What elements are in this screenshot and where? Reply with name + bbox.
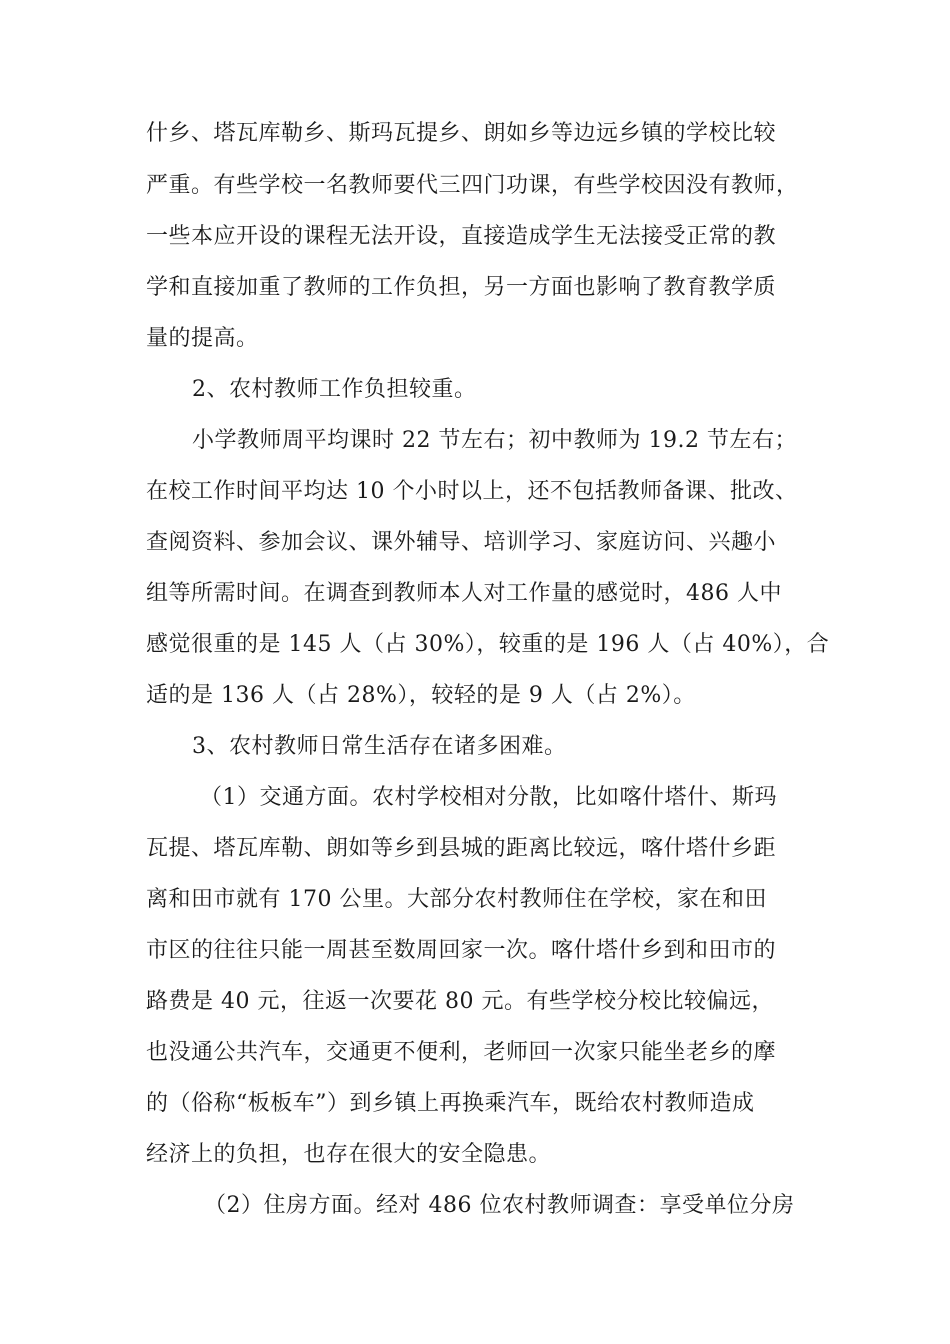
text-line: 路费是 40 元，往返一次要花 80 元。有些学校分校比较偏远， — [146, 989, 774, 1014]
text-line: 适的是 136 人（占 28%），较轻的是 9 人（占 2%）。 — [146, 683, 696, 708]
text-line: 感觉很重的是 145 人（占 30%），较重的是 196 人（占 40%），合 — [146, 632, 830, 657]
text-line: 严重。有些学校一名教师要代三四门功课，有些学校因没有教师， — [146, 173, 799, 198]
text-line: 小学教师周平均课时 22 节左右；初中教师为 19.2 节左右； — [192, 428, 797, 453]
text-line: 量的提高。 — [146, 326, 259, 351]
text-line: 瓦提、塔瓦库勒、朗如等乡到县城的距离比较远，喀什塔什乡距 — [146, 836, 777, 861]
section-heading: 2、农村教师工作负担较重。 — [192, 377, 477, 402]
text-line: 也没通公共汽车，交通更不便利，老师回一次家只能坐老乡的摩 — [146, 1040, 777, 1065]
text-line: 的（俗称“板板车”）到乡镇上再换乘汽车，既给农村教师造成 — [146, 1091, 755, 1116]
text-line: （1）交通方面。农村学校相对分散，比如喀什塔什、斯玛 — [200, 785, 777, 810]
text-line: 一些本应开设的课程无法开设，直接造成学生无法接受正常的教 — [146, 224, 777, 249]
text-line: 在校工作时间平均达 10 个小时以上，还不包括教师备课、批改、 — [146, 479, 798, 504]
text-line: 经济上的负担，也存在很大的安全隐患。 — [146, 1142, 552, 1167]
text-line: 学和直接加重了教师的工作负担，另一方面也影响了教育教学质 — [146, 275, 777, 300]
text-line: 查阅资料、参加会议、课外辅导、培训学习、家庭访问、兴趣小 — [146, 530, 777, 555]
text-line: （2）住房方面。经对 486 位农村教师调查：享受单位分房 — [204, 1193, 795, 1218]
text-line: 什乡、塔瓦库勒乡、斯玛瓦提乡、朗如乡等边远乡镇的学校比较 — [146, 121, 777, 146]
text-line: 离和田市就有 170 公里。大部分农村教师住在学校，家在和田 — [146, 887, 767, 912]
text-line: 组等所需时间。在调查到教师本人对工作量的感觉时，486 人中 — [146, 581, 782, 606]
section-heading: 3、农村教师日常生活存在诸多困难。 — [192, 734, 567, 759]
text-line: 市区的往往只能一周甚至数周回家一次。喀什塔什乡到和田市的 — [146, 938, 777, 963]
